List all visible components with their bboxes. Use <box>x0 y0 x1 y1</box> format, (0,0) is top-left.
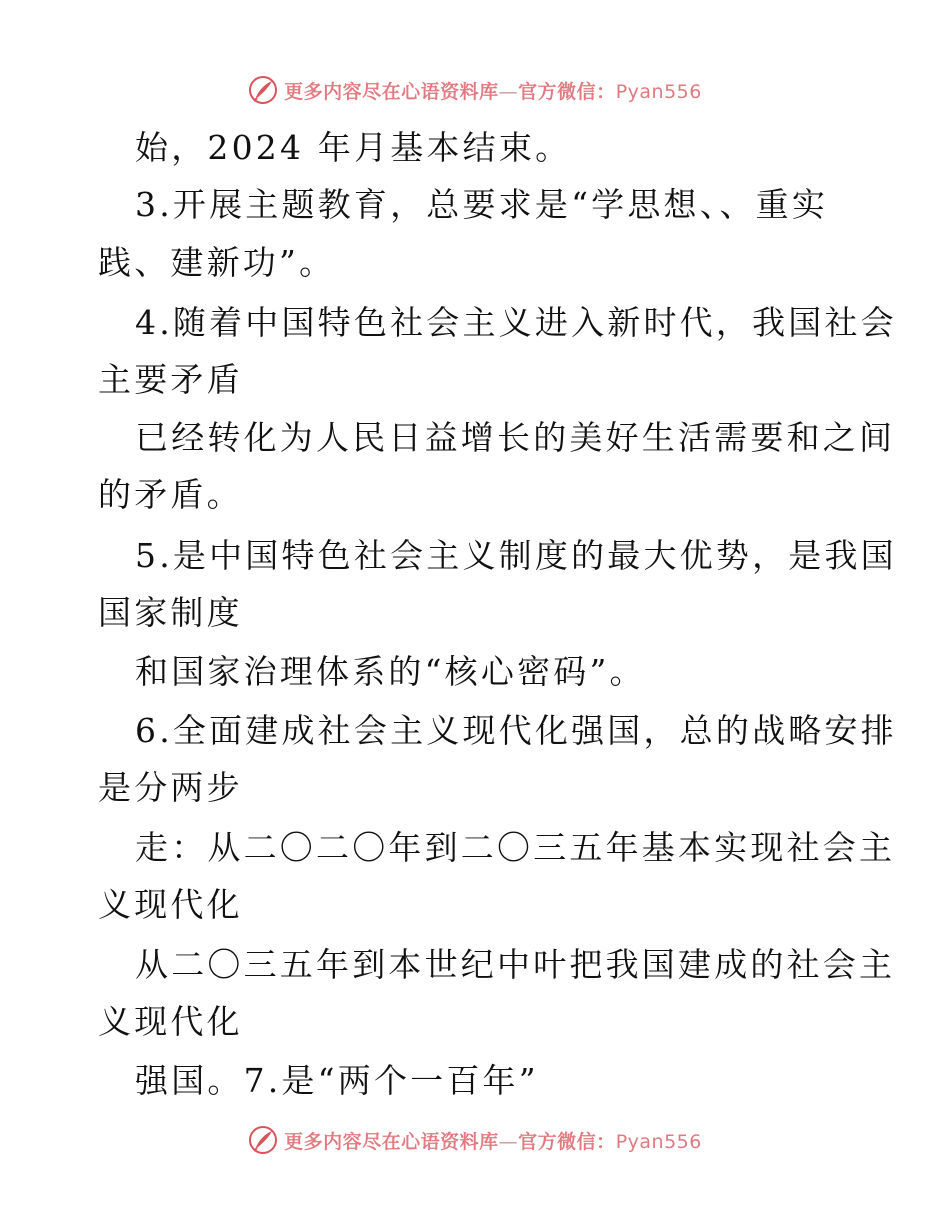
text-line: 3.开展主题教育，总要求是“学思想、、重实 <box>135 185 829 224</box>
text-line: 义现代化 <box>98 1002 243 1041</box>
watermark-account: Pyan556 <box>615 1130 702 1153</box>
text-line: 5.是中国特色社会主义制度的最大优势，是我国 <box>135 536 897 575</box>
text-line: 强国。7.是“两个一百年” <box>135 1061 539 1100</box>
text-line: 是分两步 <box>98 768 243 807</box>
feather-pen-icon <box>248 75 278 105</box>
watermark-separator: — <box>498 80 519 103</box>
text-line: 6.全面建成社会主义现代化强国，总的战略安排 <box>135 711 897 750</box>
footer-watermark <box>0 1120 950 1160</box>
watermark-label: 官方微信： <box>518 1130 616 1153</box>
watermark-text <box>284 1127 702 1154</box>
watermark-separator: — <box>498 1130 519 1153</box>
text-line: 和国家治理体系的“核心密码”。 <box>135 652 646 691</box>
text-line: 义现代化 <box>98 885 243 924</box>
text-line: 国家制度 <box>98 593 243 632</box>
text-line: 已经转化为人民日益增长的美好生活需要和之间 <box>135 418 896 457</box>
watermark-text <box>284 77 702 104</box>
text-line: 践、建新功”。 <box>98 243 336 282</box>
watermark-main: 更多内容尽在心语资料库 <box>284 80 499 103</box>
feather-pen-icon <box>248 1125 278 1155</box>
text-line: 的矛盾。 <box>98 475 243 514</box>
text-line: 从二〇三五年到本世纪中叶把我国建成的社会主 <box>135 945 896 984</box>
watermark-label: 官方微信： <box>518 80 616 103</box>
watermark-main: 更多内容尽在心语资料库 <box>284 1130 499 1153</box>
text-line: 4.随着中国特色社会主义进入新时代，我国社会 <box>135 303 897 342</box>
text-line: 始，2024 年月基本结束。 <box>135 128 572 167</box>
watermark-account: Pyan556 <box>615 80 702 103</box>
text-line: 主要矛盾 <box>98 360 243 399</box>
text-line: 走：从二〇二〇年到二〇三五年基本实现社会主 <box>135 828 896 867</box>
header-watermark <box>0 70 950 110</box>
